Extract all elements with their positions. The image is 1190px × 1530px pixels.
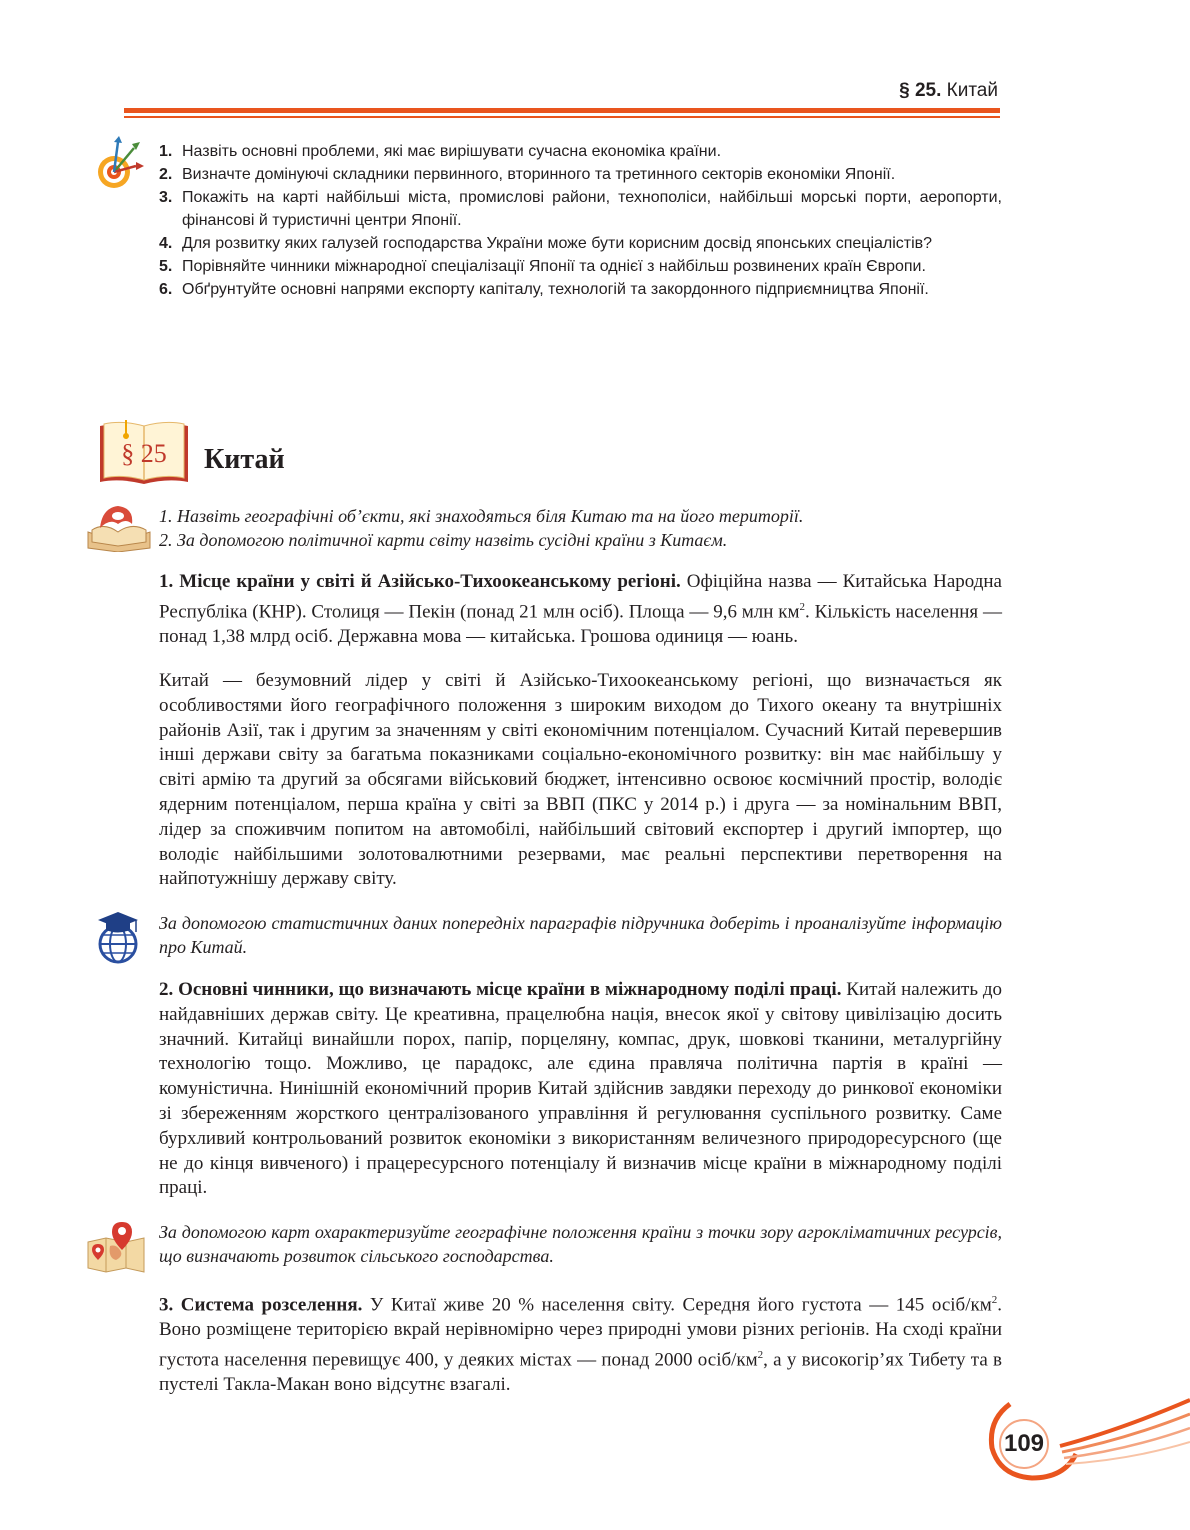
question-item: 2. Визначте домінуючі складники первинного, вторинного та третинного секторів економіки Японії.: [159, 166, 896, 183]
intro-question: 1. Назвіть географічні об’єкти, які знаходяться біля Китаю та на його території.: [159, 506, 804, 526]
review-questions: [159, 140, 1002, 301]
section-1-heading: 1. Місце країни у світі й Азійсько-Тихоокеанському регіоні.: [159, 571, 681, 592]
section-1-paragraph-2: Китай — безумовний лідер у світі й Азійсько-Тихоокеанському регіоні, що визначається як особливостями його географічного положення з широким виходом до Тихого океану та внутрішніх районів Азії, так і другим за значенням у світі економічним потенціалом. Сучасний Китай перевершив інші держави світу за багатьма показниками соціально-економічного розвитку: він має найбільшу у світі армію та другий за обсягами військовий бюджет, інтенсивно освоює космічний простір, володіє ядерним потенціалом, перша країна у світі за ВВП (ПКС у 2014 р.) і друга — за номінальним ВВП, лідер за споживчим попитом на автомобілі, найбільший світовий експортер і другий імпортер, що володіє найбільшими золотовалютними резервами, має реальні перспективи перетворення на найпотужнішу державу світу.: [159, 670, 1002, 890]
intro-questions: [159, 504, 1002, 552]
question-item: 6. Обґрунтуйте основні напрями експорту капіталу, технологій та закордонного підприємництва Японії.: [159, 281, 929, 298]
section-2: [159, 978, 1002, 1201]
paragraph-badge-label: § 25: [121, 439, 167, 468]
header-rule-thin: [124, 116, 1000, 118]
task-statistics: За допомогою статистичних даних попередніх параграфів підручника доберіть і проаналізуйте інформацію про Китай.: [159, 913, 1002, 957]
globe-graduation-cap-icon: [92, 910, 144, 966]
paragraph-book-badge: [96, 420, 192, 490]
open-book-map-icon: [86, 502, 152, 552]
running-head: [899, 80, 998, 102]
header-rule: [124, 108, 1000, 113]
section-1-text: [159, 669, 1002, 892]
running-head-section-sign: § 25.: [899, 80, 942, 101]
chapter-title: Китай: [204, 444, 285, 475]
section-1-paragraph-1: 1. Місце країни у світі й Азійсько-Тихоокеанському регіоні. Офіційна назва — Китайська Народна Республіка (КНР). Столиця — Пекін (понад 21 млн осіб). Площа — 9,6 млн $км^2$. Кількість населення — понад 1,38 млрд осіб. Державна мова — китайська. Грошова одиниця — юань.: [159, 571, 1002, 647]
map-pin-icon: [86, 1220, 146, 1274]
section-1: [159, 570, 1002, 650]
section-3: [159, 1288, 1002, 1398]
section-2-paragraph: 2. Основні чинники, що визначають місце країни в міжнародному поділі праці. Китай належить до найдавніших держав світу. Це креативна, працелюбна нація, внесок якої у світову цивілізацію досить значний. Китайці винайшли порох, папір, порцеляну, компас, друк, шовкові тканини, металургійну технологію тощо. Можливо, це парадокс, але єдина правляча політична партія в країні — комуністична. Нинішній економічний прорив Китай здійснив завдяки переходу до ринкової економіки зі збереженням жорсткого централізованого управління й регулювання суспільного розвитку. Саме бурхливий контрольований розвиток економіки з використанням величезного природоресурсного (ще не до кінця вивченого) і працересурсного потенціалу й визначив місце країни в міжнародному поділі праці.: [159, 979, 1003, 1199]
question-item: 1. Назвіть основні проблеми, які має вирішувати сучасна економіка країни.: [159, 143, 722, 160]
running-head-title: Китай: [946, 80, 998, 101]
page-number: 109: [1003, 1430, 1045, 1457]
intro-question: 2. За допомогою політичної карти світу назвіть сусідні країни з Китаєм.: [159, 530, 728, 550]
question-item: 3. Покажіть на карті найбільші міста, промислові райони, технополіси, найбільші морські порти, аеропорти, фінансові й туристичні центри Японії.: [159, 189, 1002, 229]
section-3-heading: 3. Система розселення.: [159, 1294, 363, 1316]
section-3-paragraph: 3. Система розселення. У Китаї живе 20 % населення світу. Середня його густота — 145 осіб/$км^2$. Воно розміщене територією вкрай нерівномірно через природні умови різних регіонів. На сході країни густота населення перевищує 400, у деяких містах — понад 2000 осіб/$км^2$, а у високогір’ях Тибету та в пустелі Такла-Макан воно відсутнє взагалі.: [159, 1294, 1002, 1396]
question-item: 5. Порівняйте чинники міжнародної спеціалізації Японії та однієї з найбільш розвинених країн Європи.: [159, 258, 926, 275]
question-item: 4. Для розвитку яких галузей господарства України може бути корисним досвід японських спеціалістів?: [159, 235, 933, 252]
task-agroclimatic: За допомогою карт охарактеризуйте географічне положення країни з точки зору агрокліматичних ресурсів, що визначають розвиток сільського господарства.: [159, 1222, 1002, 1266]
target-icon: [92, 136, 148, 196]
section-2-heading: 2. Основні чинники, що визначають місце країни в міжнародному поділі праці.: [159, 979, 842, 1000]
